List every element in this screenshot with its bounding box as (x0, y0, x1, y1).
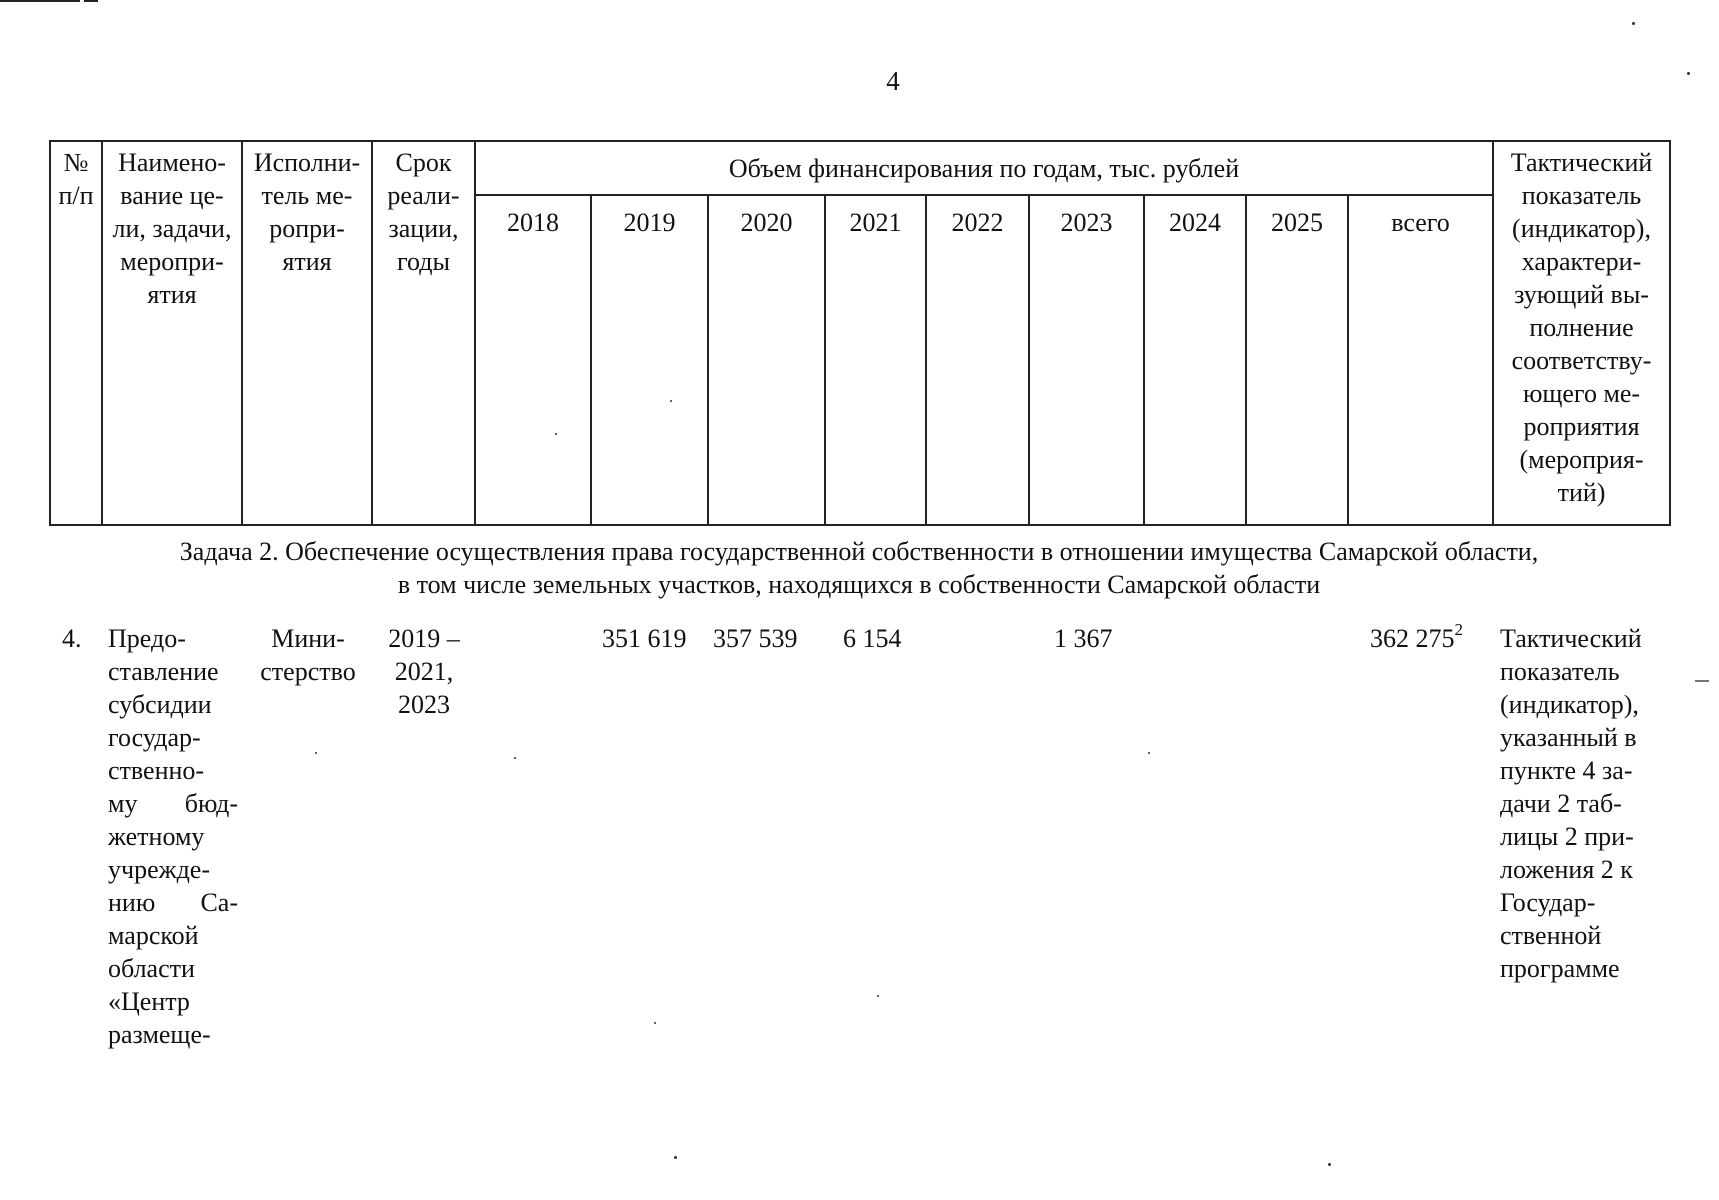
value-2021: 6 154 (843, 624, 902, 653)
task-heading (49, 535, 1669, 601)
scan-speck (1632, 22, 1635, 25)
page-number: 4 (886, 66, 900, 96)
value-2019: 351 619 (602, 624, 687, 653)
row-name-line: ставление (108, 657, 219, 686)
row-indicator-line: Государ- (1500, 888, 1596, 917)
total-header: всего (1348, 195, 1493, 525)
row-term (378, 622, 470, 721)
footnote-marker: 2 (1454, 620, 1463, 639)
row-indicator-line: ложения 2 к (1500, 855, 1633, 884)
row-indicator-line: Тактический (1500, 624, 1642, 653)
scan-mark (84, 0, 98, 2)
row-name-line: «Центр (108, 987, 190, 1016)
row-indicator-line: показатель (1500, 657, 1620, 686)
value-total-amount: 362 275 (1370, 624, 1455, 653)
scan-speck (1328, 1163, 1331, 1166)
year-header-2024: 2024 (1144, 195, 1246, 525)
row-name-line: государ- (108, 723, 201, 752)
scan-speck (674, 1156, 677, 1159)
year-header-2022: 2022 (926, 195, 1029, 525)
scan-speck (654, 1022, 656, 1024)
row-number: 4. (62, 624, 82, 653)
scan-speck (670, 400, 672, 402)
scan-speck (555, 433, 557, 435)
row-indicator-line: дачи 2 таб- (1500, 789, 1622, 818)
row-term-line: 2021, (394, 657, 454, 686)
row-name (108, 622, 238, 1051)
row-executor: Мини-стерство (260, 624, 356, 686)
task-heading-line: в том числе земельных участков, находящихся в собственности Самарской области (397, 570, 1321, 599)
scan-speck (1148, 752, 1150, 754)
year-header-2018: 2018 (475, 195, 591, 525)
row-name-line: жетному (108, 822, 205, 851)
row-indicator-line: (индикатор), (1500, 690, 1639, 719)
value-2020: 357 539 (713, 624, 798, 653)
year-header-2020: 2020 (708, 195, 825, 525)
scan-speck (315, 752, 317, 754)
row-name-line: учрежде- (108, 855, 211, 884)
row-indicator (1500, 622, 1670, 985)
row-name-line: области (108, 954, 195, 983)
col-term-header: Срок реали-зации, годы (372, 141, 475, 525)
row-indicator-line: пункте 4 за- (1500, 756, 1633, 785)
row-name-line: Предо- (108, 624, 186, 653)
col-executor-header: Исполни-тель ме-ропри-ятия (242, 141, 372, 525)
year-header-2021: 2021 (825, 195, 926, 525)
year-header-2019: 2019 (591, 195, 708, 525)
task-heading-line: Задача 2. Обеспечение осуществления права государственной собственности в отношении имущества Самарской области, (179, 537, 1539, 566)
row-name-line: ственно- (108, 756, 205, 785)
row-name-line: нию Са- (108, 888, 238, 917)
scan-mark (0, 0, 80, 2)
scan-speck (1695, 680, 1709, 682)
header-table (49, 140, 1671, 526)
row-name-line: субсидии (108, 690, 212, 719)
row-term-line: 2023 (398, 690, 450, 719)
scan-speck (877, 995, 879, 997)
value-total (1370, 622, 1463, 655)
scan-speck (514, 757, 516, 759)
year-header-2025: 2025 (1246, 195, 1348, 525)
row-indicator-line: лицы 2 при- (1500, 822, 1634, 851)
row-indicator-line: ственной (1500, 921, 1602, 950)
row-name-line: марской (108, 921, 199, 950)
col-indicator-header: Тактический показатель (индикатор), характери-зующий вы-полнение соответству-ющего ме-роприятия (мероприя-тий) (1493, 141, 1670, 525)
col-name-header: Наимено-вание це-ли, задачи, меропри-ятия (102, 141, 242, 525)
row-name-line: размеще- (108, 1020, 211, 1049)
col-number-header: № п/п (50, 141, 102, 525)
scan-speck (1687, 72, 1690, 75)
year-header-2023: 2023 (1029, 195, 1144, 525)
row-indicator-line: указанный в (1500, 723, 1637, 752)
row-indicator-line: программе (1500, 954, 1620, 983)
value-2023: 1 367 (1054, 624, 1113, 653)
row-name-line: му бюд- (108, 789, 238, 818)
row-term-line: 2019 – (388, 624, 460, 653)
col-funding-header: Объем финансирования по годам, тыс. рублей (475, 141, 1493, 195)
